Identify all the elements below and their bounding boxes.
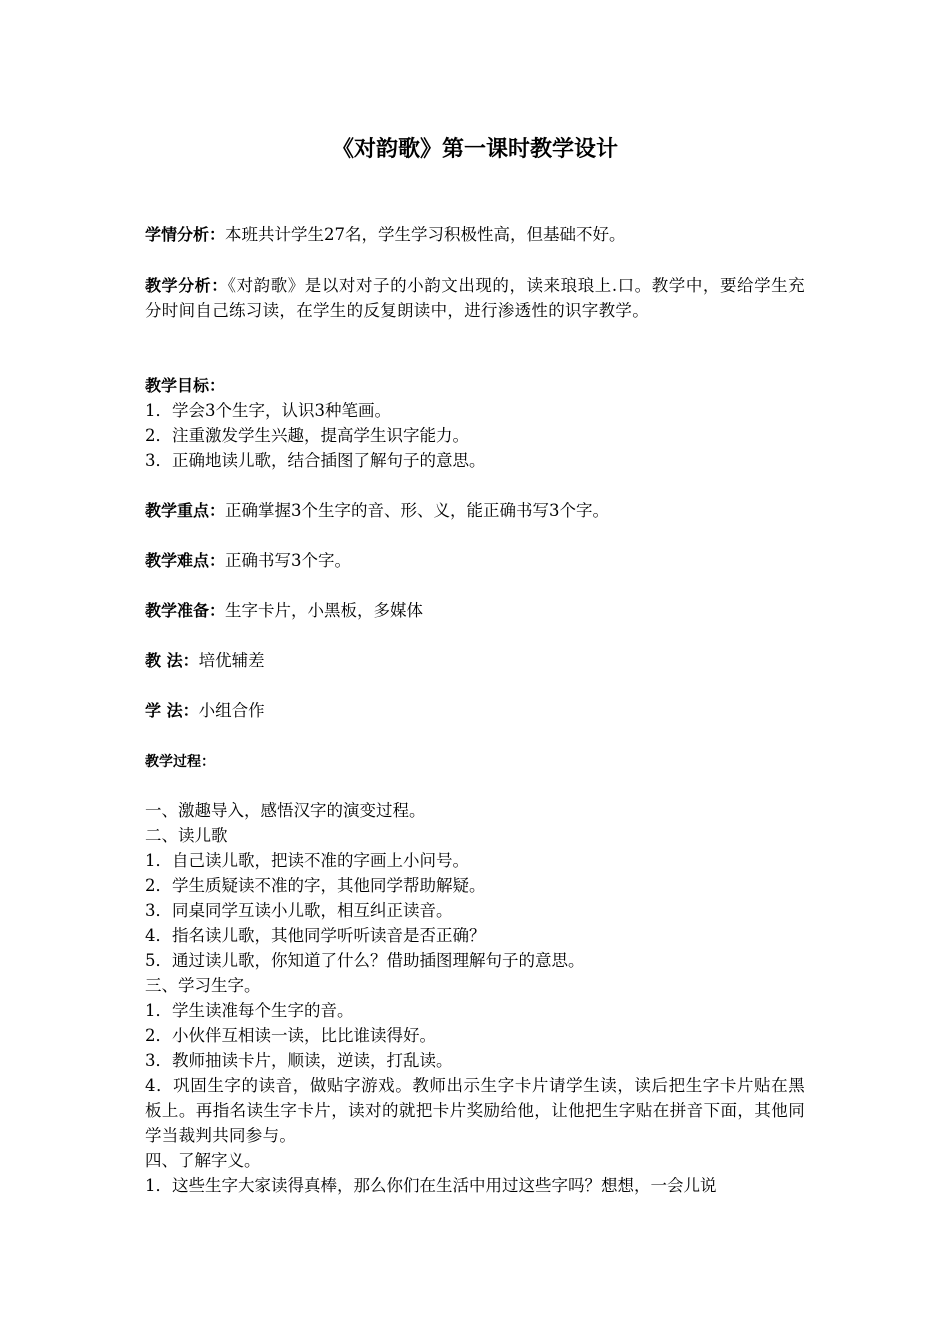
key-points-text: 正确掌握3个生字的音、形、义，能正确书写3个字。 <box>225 501 610 520</box>
process-heading <box>145 748 805 775</box>
learning-method-label: 学 法： <box>145 701 199 720</box>
teaching-analysis-text: 《对韵歌》是以对对子的小韵文出现的，读来琅琅上.口。教学中，要给学生充分时间自己练习读，在学生的反复朗读中，进行渗透性的识字教学。 <box>145 276 805 320</box>
process-line-7: 5．通过读儿歌，你知道了什么？借助插图理解句子的意思。 <box>145 951 585 970</box>
process-line-11: 3．教师抽读卡片，顺读，逆读，打乱读。 <box>145 1051 453 1070</box>
process-label: 教学过程： <box>145 754 215 770</box>
process-line-4: 2．学生质疑读不准的字，其他同学帮助解疑。 <box>145 876 486 895</box>
teaching-method-text: 培优辅差 <box>198 651 265 670</box>
teaching-analysis <box>145 273 805 323</box>
process-line-3: 1．自己读儿歌，把读不准的字画上小问号。 <box>145 851 469 870</box>
process-line-8: 三、学习生字。 <box>145 976 261 995</box>
document-title: 《对韵歌》第一课时教学设计 <box>331 137 618 162</box>
difficulties <box>145 548 805 573</box>
teaching-method <box>145 648 805 673</box>
student-analysis <box>145 222 805 247</box>
process-line-1: 一、激趣导入，感悟汉字的演变过程。 <box>145 801 426 820</box>
learning-method-text: 小组合作 <box>198 701 265 720</box>
process-paragraph-4: 4．巩固生字的读音，做贴字游戏。教师出示生字卡片请学生读，读后把生字卡片贴在黑板上。再指名读生字卡片，读对的就把卡片奖励给他，让他把生字贴在拼音下面，其他同学当裁判共同参与。 <box>145 1076 805 1145</box>
preparation-label: 教学准备： <box>145 601 226 620</box>
teaching-method-label: 教 法： <box>145 651 199 670</box>
process-line-5: 3．同桌同学互读小儿歌，相互纠正读音。 <box>145 901 453 920</box>
teaching-objectives <box>145 373 805 473</box>
preparation-text: 生字卡片，小黑板，多媒体 <box>225 601 424 620</box>
objectives-label: 教学目标： <box>145 376 226 395</box>
process-line-10: 2．小伙伴互相读一读，比比谁读得好。 <box>145 1026 436 1045</box>
process-line-2: 二、读儿歌 <box>145 826 228 845</box>
student-analysis-text: 本班共计学生27名，学生学习积极性高，但基础不好。 <box>225 225 626 244</box>
process-line-6: 4．指名读儿歌，其他同学听听读音是否正确？ <box>145 926 486 945</box>
process-line-9: 1．学生读准每个生字的音。 <box>145 1001 354 1020</box>
preparation <box>145 598 805 623</box>
learning-method <box>145 698 805 723</box>
objective-item-1: 1．学会3个生字，认识3种笔画。 <box>145 401 391 420</box>
objective-item-2: 2．注重激发学生兴趣，提高学生识字能力。 <box>145 426 469 445</box>
teaching-process <box>145 798 805 1198</box>
process-section-4: 四、了解字义。 <box>145 1151 261 1170</box>
objective-item-3: 3．正确地读儿歌，结合插图了解句子的意思。 <box>145 451 486 470</box>
process-last-line: 1．这些生字大家读得真棒，那么你们在生活中用过这些字吗？想想，一会儿说 <box>145 1176 717 1195</box>
student-analysis-label: 学情分析： <box>145 225 226 244</box>
difficulties-label: 教学难点： <box>145 551 226 570</box>
difficulties-text: 正确书写3个字。 <box>225 551 352 570</box>
teaching-analysis-label: 教学分析： <box>145 276 228 295</box>
key-points <box>145 498 805 523</box>
key-points-label: 教学重点： <box>145 501 226 520</box>
